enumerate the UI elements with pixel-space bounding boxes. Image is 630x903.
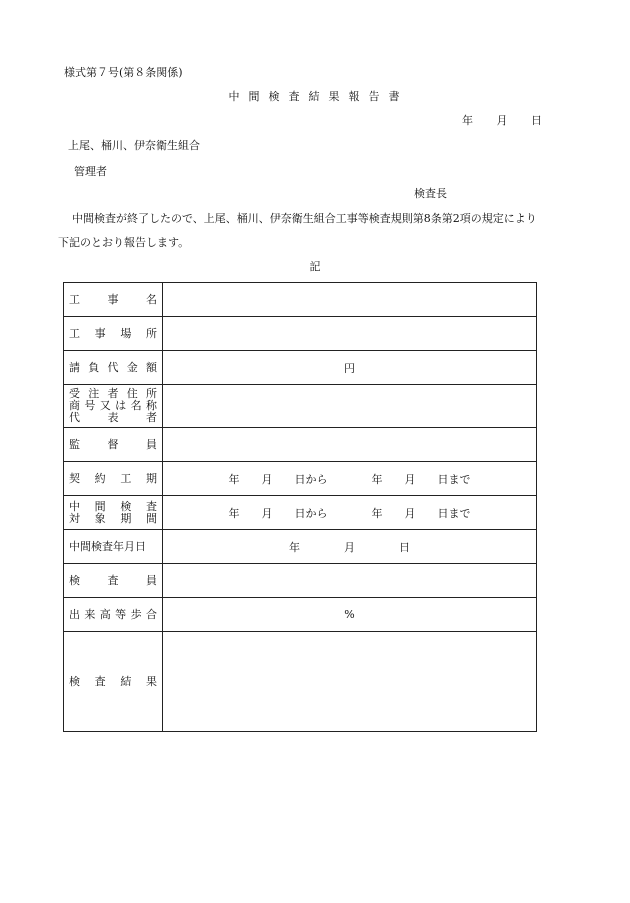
- label-text: 中間検査年月日: [69, 539, 146, 553]
- label-char: 商: [69, 399, 80, 412]
- label-char: 表: [107, 411, 119, 424]
- row-label: [64, 530, 163, 564]
- label-char: 果: [145, 674, 157, 688]
- table-row-inspector: [64, 564, 537, 598]
- label-char: 査: [145, 499, 157, 513]
- report-table: [63, 282, 537, 732]
- label-char: 来: [84, 607, 96, 621]
- label-char: 監: [69, 437, 80, 451]
- label-char: 員: [146, 437, 157, 451]
- row-label: [64, 351, 163, 385]
- table-row-contractor: [64, 385, 537, 428]
- label-char: 事: [107, 292, 119, 306]
- label-char: 金: [126, 360, 138, 374]
- label-char: 員: [146, 573, 157, 587]
- label-char: 検: [69, 674, 80, 688]
- label-char: 期: [120, 511, 132, 525]
- row-label: [64, 283, 163, 317]
- label-char: 検: [69, 573, 80, 587]
- contract-period-field[interactable]: 年 月 日から 年 月 日まで: [163, 462, 537, 496]
- body-text-line-1: 中間検査が終了したので、上尾、桶川、伊奈衛生組合工事等検査規則第8条第2項の規定により: [72, 212, 537, 225]
- completion-rate-field[interactable]: %: [163, 598, 537, 632]
- label-text: [69, 513, 157, 525]
- label-text: [69, 361, 157, 375]
- label-char: 検: [120, 499, 132, 513]
- date-day: 日: [531, 114, 542, 127]
- date-month: 月: [496, 114, 508, 127]
- table-row-completion-rate: [64, 598, 537, 632]
- label-text: [69, 327, 157, 341]
- label-char: 結: [120, 674, 132, 688]
- label-char: 査: [107, 573, 119, 587]
- label-char: 名: [146, 292, 157, 306]
- row-label: [64, 632, 163, 732]
- label-char: 住: [126, 387, 138, 400]
- table-row-supervisor: [64, 428, 537, 462]
- row-label: [64, 462, 163, 496]
- table-row-inspection-period: [64, 496, 537, 530]
- table-row-inspection-result: [64, 632, 537, 732]
- addressee: 上尾、桶川、伊奈衛生組合: [68, 139, 200, 152]
- label-text: [69, 388, 157, 400]
- label-char: 高: [99, 607, 111, 621]
- label-char: 請: [69, 360, 80, 374]
- label-char: 号: [84, 399, 96, 412]
- label-char: 場: [120, 326, 132, 340]
- contract-amount-field[interactable]: 円: [163, 351, 537, 385]
- contractor-field[interactable]: [163, 385, 537, 428]
- label-text: [69, 293, 157, 307]
- label-char: 等: [115, 607, 127, 621]
- label-char: 間: [94, 499, 106, 513]
- date-year: 年: [462, 114, 473, 127]
- label-char: 所: [146, 387, 157, 400]
- label-char: 者: [146, 411, 157, 424]
- row-label: [64, 598, 163, 632]
- label-char: 工: [120, 471, 132, 485]
- construction-name-field[interactable]: [163, 283, 537, 317]
- label-char: 所: [145, 326, 157, 340]
- table-row-contract-amount: [64, 351, 537, 385]
- inspection-period-field[interactable]: 年 月 日から 年 月 日まで: [163, 496, 537, 530]
- label-char: は: [115, 399, 127, 412]
- row-label: [64, 317, 163, 351]
- label-char: 中: [69, 499, 80, 513]
- supervisor-field[interactable]: [163, 428, 537, 462]
- label-char: 工: [69, 292, 80, 306]
- label-char: 名: [130, 399, 142, 412]
- label-char: 督: [107, 437, 119, 451]
- label-char: 約: [94, 471, 106, 485]
- row-label: [64, 385, 163, 428]
- label-char: 査: [94, 674, 106, 688]
- body-text-line-2: 下記のとおり報告します。: [58, 236, 190, 249]
- label-char: 称: [145, 399, 157, 412]
- label-text: [69, 501, 157, 513]
- manager-title: 管理者: [74, 165, 107, 178]
- label-char: 負: [88, 360, 100, 374]
- form-number: 様式第７号(第８条関係): [64, 66, 183, 79]
- row-label: [64, 428, 163, 462]
- inspector-field[interactable]: [163, 564, 537, 598]
- label-char: 歩: [130, 607, 142, 621]
- ki-heading: 記: [309, 260, 321, 273]
- label-char: 期: [145, 471, 157, 485]
- label-char: 代: [69, 411, 80, 424]
- label-char: 出: [69, 607, 80, 621]
- label-text: [69, 608, 157, 622]
- label-char: 注: [88, 387, 100, 400]
- row-label: [64, 496, 163, 530]
- report-date: [462, 112, 542, 128]
- label-char: 契: [69, 471, 80, 485]
- label-text: [69, 675, 157, 689]
- label-char: 間: [145, 511, 157, 525]
- label-char: 額: [146, 360, 157, 374]
- inspector-chief: 検査長: [414, 187, 447, 200]
- row-label: [64, 564, 163, 598]
- label-text: [69, 412, 157, 424]
- label-char: 又: [99, 399, 111, 412]
- document-title: 中間検査結果報告書: [228, 90, 409, 103]
- table-row-inspection-date: [64, 530, 537, 564]
- table-row-contract-period: [64, 462, 537, 496]
- label-char: 工: [69, 326, 80, 340]
- label-char: 代: [107, 360, 119, 374]
- label-char: 象: [94, 511, 106, 525]
- inspection-date-field[interactable]: 年 月 日: [163, 530, 537, 564]
- construction-site-field[interactable]: [163, 317, 537, 351]
- label-char: 事: [94, 326, 106, 340]
- label-char: 者: [107, 387, 119, 400]
- inspection-result-field[interactable]: [163, 632, 537, 732]
- label-text: [69, 574, 157, 588]
- label-text: [69, 472, 157, 486]
- label-char: 対: [69, 511, 80, 525]
- table-row-construction-name: [64, 283, 537, 317]
- label-char: 受: [69, 387, 80, 400]
- label-char: 合: [145, 607, 157, 621]
- table-row-construction-site: [64, 317, 537, 351]
- label-text: [69, 438, 157, 452]
